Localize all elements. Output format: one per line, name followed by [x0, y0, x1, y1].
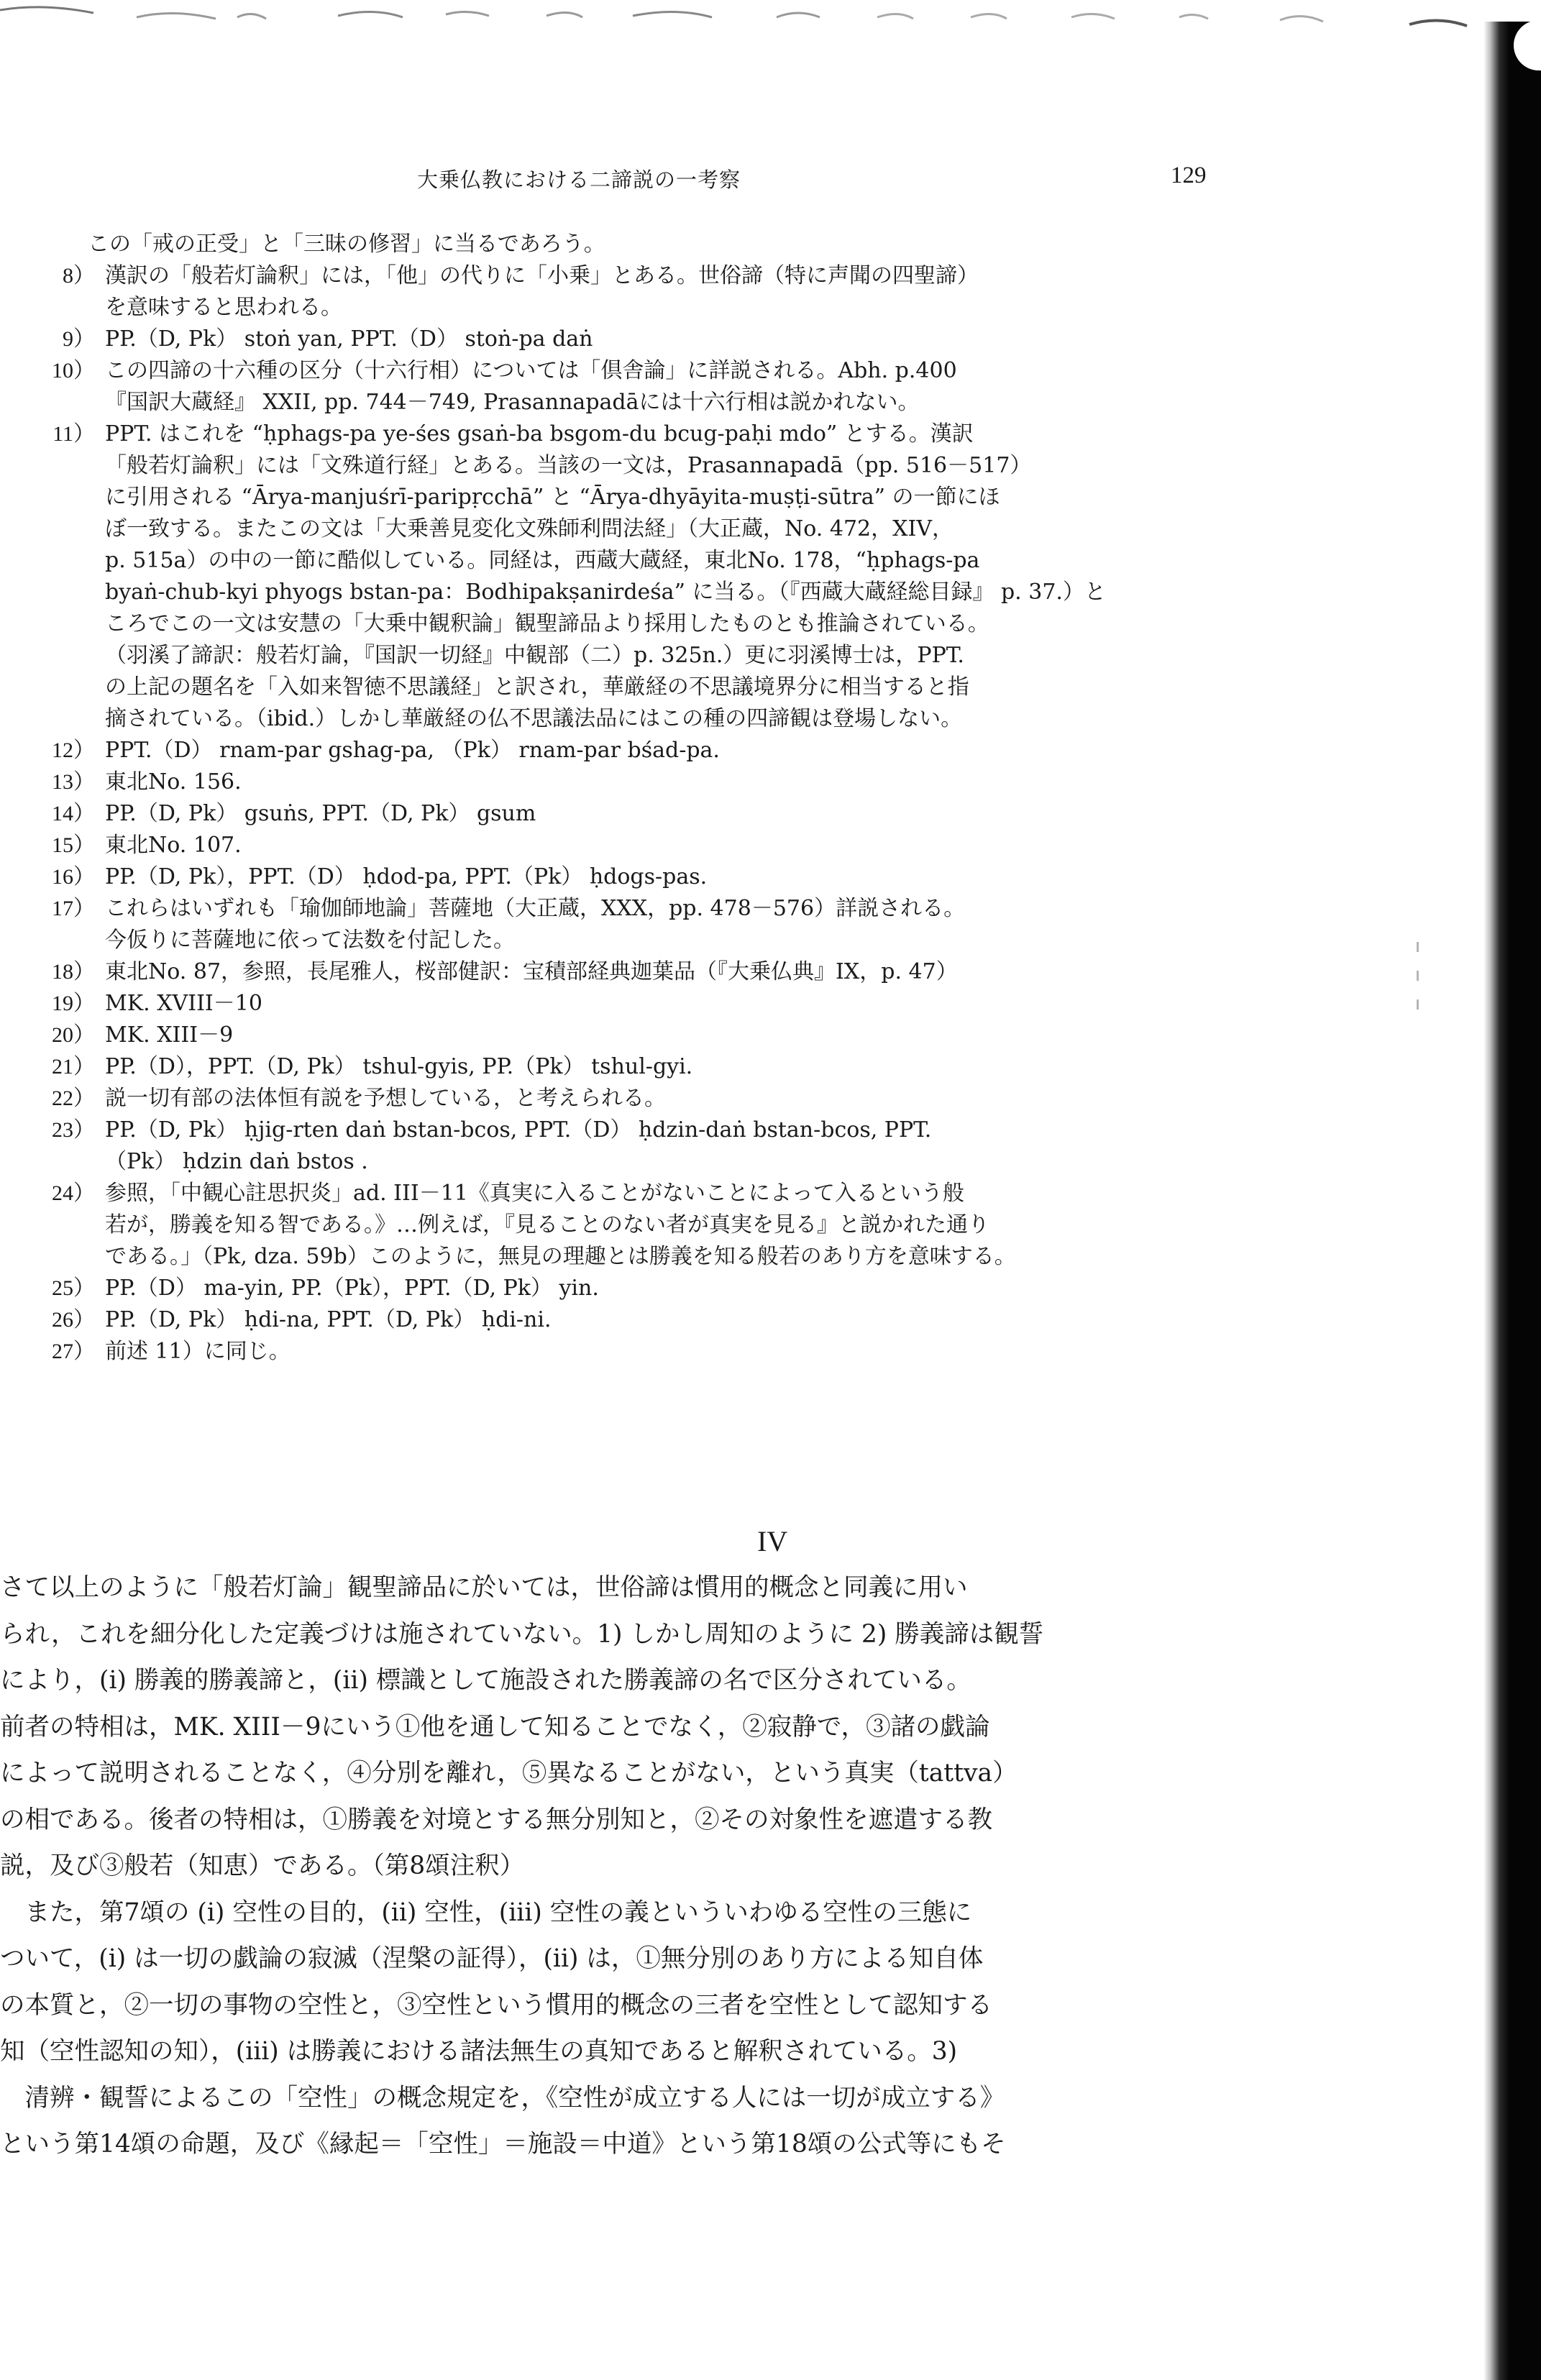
- body-line: によって説明されることなく，④分別を離れ，⑤異なることがない，という真実（tattva）: [0, 1759, 1018, 1788]
- note-line: PP.（D, Pk） ḥjig-rten daṅ bstan-bcos, PPT.（D） ḥdzin-daṅ bstan-bcos, PPT.: [105, 1117, 932, 1143]
- note-16: [50, 861, 1215, 893]
- note-number: 9）: [63, 327, 95, 351]
- note-line: ころでこの一文は安慧の「大乗中観釈論」観聖諦品より採用したものとも推論されている。: [105, 611, 989, 636]
- note-line: 若が，勝義を知る智である。》…例えば，『見ることのない者が真実を見る』と説かれた通り: [105, 1212, 989, 1237]
- body-line: により，(i) 勝義的勝義諦と，(ii) 標識として施設された勝義諦の名で区分されている。: [0, 1666, 971, 1695]
- note-line: p. 515a）の中の一節に酷似している。同経は，西蔵大蔵経，東北No. 178，“ḥphags-pa: [105, 548, 980, 573]
- body-line: られ，これを細分化した定義づけは施されていない。1) しかし周知のように 2) 勝義諦は観誓: [0, 1619, 1044, 1649]
- note-number: 22）: [52, 1086, 95, 1110]
- note-number: 27）: [52, 1340, 95, 1363]
- note-number: 14）: [52, 802, 95, 825]
- body-line: 清辨・観誓によるこの「空性」の概念規定を，《空性が成立する人には一切が成立する》: [0, 2083, 1005, 2113]
- binding-shadow: [1483, 22, 1541, 2380]
- scan-mark: [1417, 942, 1419, 952]
- body-line: の本質と，②一切の事物の空性と，③空性という慣用的概念の三者を空性として認知する: [0, 1990, 992, 2020]
- note-line: 『国訳大蔵経』 XXII, pp. 744－749, Prasannapadāには十六行相は説かれない。: [105, 390, 920, 415]
- scan-top-edge: [0, 0, 1541, 50]
- note-number: 10）: [52, 359, 95, 383]
- note-number: 23）: [52, 1118, 95, 1142]
- note-22: [50, 1083, 1215, 1115]
- note-26: [50, 1304, 1215, 1336]
- note-number: 15）: [52, 833, 95, 857]
- note-24: [50, 1178, 1215, 1273]
- note-line: に引用される “Ārya-manjuśrī-paripṛcchā” と “Ārya-dhyāyita-muṣṭi-sūtra” の一節にほ: [105, 485, 1000, 510]
- section-heading: IV: [757, 1525, 788, 1557]
- note-line: 説一切有部の法体恒有説を予想している，と考えられる。: [105, 1086, 666, 1111]
- note-line: PP.（D） ma-yin, PP.（Pk），PPT.（D, Pk） yin.: [105, 1276, 599, 1301]
- note-line: ぼ一致する。またこの文は「大乗善見変化文殊師利問法経」（大正蔵，No. 472，XIV，: [105, 516, 954, 541]
- note-line: 参照，「中観心註思択炎」ad. III－11《真実に入ることがないことによって入るという般: [105, 1181, 964, 1206]
- note-line: 今仮りに菩薩地に依って法数を付記した。: [105, 928, 515, 953]
- body-line: また，第7頌の (i) 空性の目的，(ii) 空性，(iii) 空性の義といういわゆる空性の三態に: [0, 1898, 972, 1927]
- note-number: 20）: [52, 1023, 95, 1047]
- note-number: 11）: [52, 422, 95, 446]
- note-line: PP.（D），PPT.（D, Pk） tshul-gyis, PP.（Pk） tshul-gyi.: [105, 1054, 693, 1079]
- note-line: 「般若灯論釈」には「文殊道行経」とある。当該の一文は，Prasannapadā（pp. 516－517）: [105, 453, 1032, 478]
- body-line: 知（空性認知の知），(iii) は勝義における諸法無生の真知であると解釈されている。3): [0, 2037, 958, 2066]
- note-23: [50, 1115, 1215, 1178]
- note-8: [50, 260, 1215, 324]
- scan-mark: [1417, 971, 1419, 981]
- note-line: PP.（D, Pk），PPT.（D） ḥdod-pa, PPT.（Pk） ḥdogs-pas.: [105, 864, 708, 889]
- note-27: [50, 1336, 1215, 1368]
- note-20: [50, 1020, 1215, 1051]
- section-body: [0, 1565, 1215, 2168]
- scan-mark: [1417, 999, 1419, 1010]
- note-number: 26）: [52, 1308, 95, 1332]
- note-line: MK. XIII－9: [105, 1022, 234, 1048]
- note-number: 8）: [63, 264, 95, 288]
- note-14: [50, 798, 1215, 830]
- page-number: 129: [1171, 163, 1207, 188]
- note-line: PPT.（D） rnam-par gshag-pa, （Pk） rnam-par bśad-pa.: [105, 738, 720, 763]
- note-number: 18）: [52, 960, 95, 984]
- note-number: 25）: [52, 1276, 95, 1300]
- body-line: の相である。後者の特相は，①勝義を対境とする無分別知と，②その対象性を遮遣する教: [0, 1805, 992, 1834]
- note-number: 24）: [52, 1181, 95, 1205]
- note-11: [50, 418, 1215, 735]
- note-line: 東北No. 107.: [105, 833, 242, 858]
- endnotes-list: [50, 229, 1215, 1368]
- note-line: （羽溪了諦訳：般若灯論，『国訳一切経』中観部（二）p. 325n.）更に羽溪博士は，PPT.: [105, 643, 964, 668]
- note-line: 東北No. 87，参照，長尾雅人，桜部健訳：宝積部経典迦葉品（『大乗仏典』IX，p. 47）: [105, 959, 958, 984]
- note-line: 漢訳の「般若灯論釈」には，「他」の代りに「小乗」とある。世俗諦（特に声聞の四聖諦）: [105, 263, 979, 288]
- note-line: PPT. はこれを “ḥphags-pa ye-śes gsaṅ-ba bsgom-du bcug-paḥi mdo” とする。漢訳: [105, 421, 974, 447]
- note-line: PP.（D, Pk） gsuṅs, PPT.（D, Pk） gsum: [105, 801, 536, 826]
- note-25: [50, 1273, 1215, 1304]
- note-13: [50, 766, 1215, 798]
- note-line: MK. XVIII－10: [105, 991, 262, 1016]
- note-15: [50, 830, 1215, 861]
- running-head-title: 大乗仏教における二諦説の一考察: [417, 168, 741, 192]
- note-line: 東北No. 156.: [105, 769, 242, 795]
- note-21: [50, 1051, 1215, 1083]
- note-line: を意味すると思われる。: [105, 295, 342, 320]
- note-line: byaṅ-chub-kyi phyogs bstan-pa：Bodhipakṣanirdeśa” に当る。（『西蔵大蔵経総目録』 p. 37.）と: [105, 580, 1106, 605]
- body-line: という第14頌の命題，及び《縁起＝「空性」＝施設＝中道》という第18頌の公式等にもそ: [0, 2130, 1006, 2159]
- body-line: ついて，(i) は一切の戯論の寂滅（涅槃の証得），(ii) は，①無分別のあり方による知自体: [0, 1944, 984, 1973]
- body-line: 前者の特相は，MK. XIII－9にいう①他を通して知ることでなく，②寂静で，③諸の戯論: [0, 1712, 990, 1741]
- note-line: 摘されている。（ibid.）しかし華厳経の仏不思議法品にはこの種の四諦観は登場しない。: [105, 706, 963, 731]
- note-number: 12）: [52, 738, 95, 762]
- note-number: 13）: [52, 770, 95, 794]
- note-line: PP.（D, Pk） stoṅ yan, PPT.（D） stoṅ-pa daṅ: [105, 326, 593, 352]
- note-line: これらはいずれも「瑜伽師地論」菩薩地（大正蔵，XXX，pp. 478－576）詳説される。: [105, 896, 966, 921]
- note-number: 21）: [52, 1055, 95, 1079]
- note-10: [50, 355, 1215, 418]
- note-preface-line: この「戒の正受」と「三昧の修習」に当るであろう。: [88, 232, 605, 257]
- note-number: 17）: [52, 897, 95, 920]
- note-line: 前述 11）に同じ。: [105, 1339, 291, 1364]
- note-line: PP.（D, Pk） ḥdi-na, PPT.（D, Pk） ḥdi-ni.: [105, 1307, 552, 1332]
- note-line: （Pk） ḥdzin daṅ bstos .: [105, 1149, 368, 1174]
- note-12: [50, 735, 1215, 766]
- note-number: 19）: [52, 992, 95, 1015]
- body-line: さて以上のように「般若灯論」観聖諦品に於いては，世俗諦は慣用的概念と同義に用い: [0, 1573, 968, 1602]
- note-line: である。」（Pk, dza. 59b）このように，無見の理趣とは勝義を知る般若のあり方を意味する。: [105, 1244, 1016, 1269]
- body-line: 説，及び③般若（知恵）である。（第8頌注釈）: [0, 1852, 525, 1880]
- note-line: この四諦の十六種の区分（十六行相）については「倶舎論」に詳説される。Abh. p.400: [105, 358, 957, 383]
- note-line: の上記の題名を「入如来智徳不思議経」と訳され，華厳経の不思議境界分に相当すると指: [105, 674, 969, 700]
- note-19: [50, 988, 1215, 1020]
- note-number: 16）: [52, 865, 95, 889]
- note-17: [50, 893, 1215, 956]
- note-9: [50, 324, 1215, 355]
- note-18: [50, 956, 1215, 988]
